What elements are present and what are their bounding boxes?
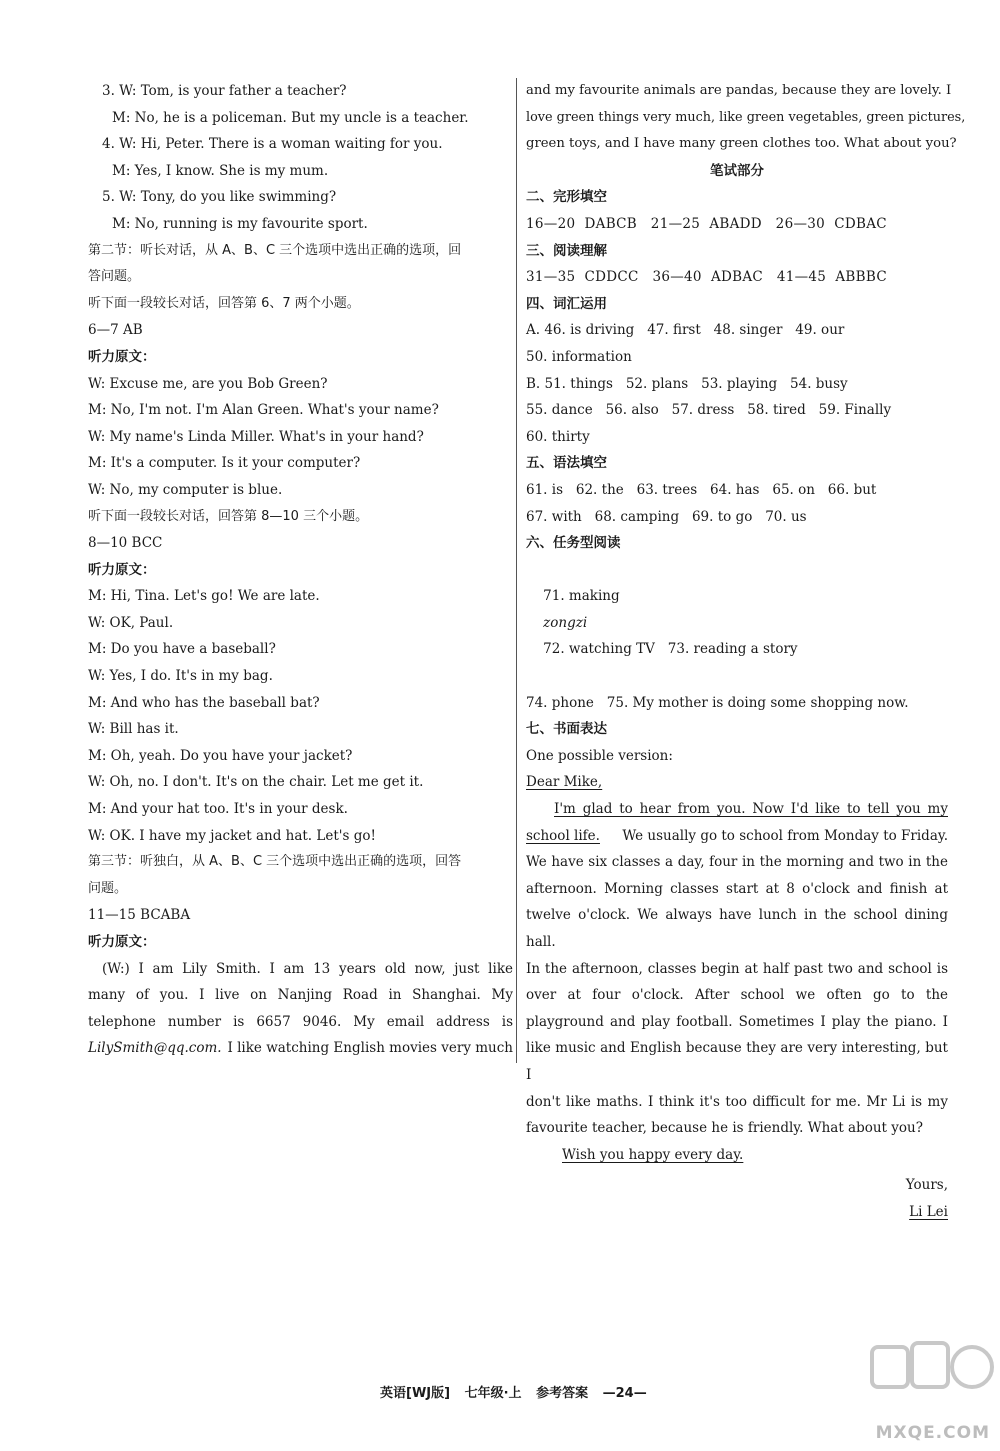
monologue-line: (W:) I am Lily Smith. I am 13 years old now, just like — [102, 960, 513, 977]
dialogue-line: M: It's a computer. Is it your computer? — [88, 455, 361, 472]
section-instruction: 第三节：听独白，从 A、B、C 三个选项中选出正确的选项，回答 — [88, 854, 462, 870]
dialogue-line: M: And who has the baseball bat? — [88, 694, 320, 711]
answer-key: B. 51. things 52. plans 53. playing 54. busy — [526, 375, 848, 392]
letter-greeting: Dear Mike, — [526, 774, 603, 791]
transcript-heading: 听力原文： — [88, 561, 156, 578]
essay-underlined: school life. — [526, 827, 600, 844]
monologue-text: I like watching English movies very much — [227, 1040, 513, 1057]
dialogue-line: M: Do you have a baseball? — [88, 641, 276, 658]
section-heading: 二、完形填空 — [526, 189, 607, 206]
section-instruction: 听下面一段较长对话，回答第 8—10 三个小题。 — [88, 508, 369, 524]
transcript-heading: 听力原文： — [88, 348, 156, 365]
section-instruction: 听下面一段较长对话，回答第 6、7 两个小题。 — [88, 295, 360, 311]
answer-key: 74. phone 75. My mother is doing some shopping now. — [526, 694, 909, 711]
letter-signoff: Yours, — [905, 1177, 948, 1194]
answer-line: 3. W: Tom, is your father a teacher? — [102, 83, 347, 99]
dialogue-line: W: OK. I have my jacket and hat. Let's go! — [88, 827, 376, 844]
answer-71-italic: zongzi — [543, 614, 588, 631]
monologue-line: many of you. I live on Nanjing Road in Shanghai. My — [88, 987, 513, 1004]
monologue-line: telephone number is 6657 9046. My email address is — [88, 1013, 513, 1030]
essay-line: We have six classes a day, four in the morning and two in the — [526, 854, 948, 871]
section-heading: 七、书面表达 — [526, 721, 607, 738]
answer-71-text: 71. making — [543, 588, 620, 605]
page-number: —24— — [602, 1386, 647, 1401]
answer-key: 11—15 BCABA — [88, 907, 191, 924]
dialogue-line: M: No, I'm not. I'm Alan Green. What's your name? — [88, 402, 439, 419]
essay-line: In the afternoon, classes begin at half past two and school is — [526, 960, 948, 977]
monologue-line: love green things very much, like green vegetables, green pictures, — [526, 109, 966, 125]
monologue-line: green toys, and I have many green clothes too. What about you? — [526, 136, 957, 152]
section-heading: 四、词汇运用 — [526, 295, 607, 312]
answer-line: 4. W: Hi, Peter. There is a woman waiting for you. — [102, 136, 443, 153]
answer-key: 60. thirty — [526, 428, 590, 445]
answer-key: 31—35 CDDCC 36—40 ADBAC 41—45 ABBBC — [526, 269, 887, 286]
answer-key: 55. dance 56. also 57. dress 58. tired 59. Finally — [526, 402, 892, 419]
essay-line: over at four o'clock. After school we often go to the — [526, 987, 948, 1004]
signature-name: Li Lei — [909, 1203, 948, 1220]
section-heading: 三、阅读理解 — [526, 242, 607, 259]
essay-intro: One possible version: — [526, 747, 673, 764]
written-part-heading: 笔试部分 — [710, 162, 764, 179]
column-divider — [516, 78, 517, 1063]
essay-line: like music and English because they are very interesting, but I — [526, 1040, 948, 1083]
page-footer — [380, 1382, 680, 1401]
section-instruction: 问题。 — [88, 880, 128, 896]
section-heading: 五、语法填空 — [526, 455, 607, 472]
watermark-logo-icon — [868, 1329, 996, 1419]
monologue-line — [88, 1035, 513, 1062]
email-address: LilySmith@qq.com. — [88, 1040, 222, 1057]
transcript-heading: 听力原文： — [88, 934, 156, 950]
footer-grade: 七年级·上 — [464, 1386, 522, 1401]
dialogue-line: W: Yes, I do. It's in my bag. — [88, 668, 273, 685]
answer-line: M: Yes, I know. She is my mum. — [112, 162, 329, 179]
footer-subject: 英语[WJ版] — [380, 1386, 451, 1401]
essay-text: We usually go to school from Monday to Friday. — [622, 827, 948, 844]
dialogue-line: W: Excuse me, are you Bob Green? — [88, 375, 328, 392]
dialogue-line: M: Hi, Tina. Let's go! We are late. — [88, 588, 320, 605]
dialogue-line: M: Oh, yeah. Do you have your jacket? — [88, 747, 353, 764]
dialogue-line: W: Bill has it. — [88, 721, 179, 738]
answer-key — [526, 557, 948, 690]
answer-key: 16—20 DABCB 21—25 ABADD 26—30 CDBAC — [526, 215, 887, 232]
section-instruction: 第二节：听长对话，从 A、B、C 三个选项中选出正确的选项，回 — [88, 242, 462, 258]
dialogue-line: M: And your hat too. It's in your desk. — [88, 801, 348, 818]
answer-key: A. 46. is driving 47. first 48. singer 49. our — [526, 322, 845, 339]
answer-key: 8—10 BCC — [88, 535, 163, 552]
essay-line — [526, 823, 948, 850]
answer-line: 5. W: Tony, do you like swimming? — [102, 189, 337, 206]
section-heading: 六、任务型阅读 — [526, 535, 621, 552]
essay-line: twelve o'clock. We always have lunch in the school dining hall. — [526, 907, 948, 950]
essay-closing: Wish you happy every day. — [562, 1146, 744, 1163]
monologue-line: and my favourite animals are pandas, because they are lovely. I — [526, 83, 952, 98]
footer-label: 参考答案 — [536, 1386, 589, 1401]
essay-line: don't like maths. I think it's too difficult for me. Mr Li is my — [526, 1093, 948, 1110]
answer-line: M: No, running is my favourite sport. — [112, 215, 368, 232]
left-column — [88, 78, 513, 1062]
letter-signature — [526, 1199, 948, 1226]
answer-line: M: No, he is a policeman. But my uncle is a teacher. — [112, 109, 469, 126]
answer-key: 6—7 AB — [88, 322, 143, 339]
answer-key: 50. information — [526, 348, 632, 365]
dialogue-line: W: My name's Linda Miller. What's in your hand? — [88, 428, 424, 445]
essay-line: afternoon. Morning classes start at 8 o'clock and finish at — [526, 880, 948, 897]
essay-line: favourite teacher, because he is friendly. What about you? — [526, 1120, 923, 1137]
essay-line: I'm glad to hear from you. Now I'd like to tell you my — [554, 801, 948, 818]
watermark-url: MXQE.COM — [875, 1423, 990, 1443]
dialogue-line: W: No, my computer is blue. — [88, 481, 283, 498]
answer-key: 67. with 68. camping 69. to go 70. us — [526, 508, 807, 525]
dialogue-line: W: Oh, no. I don't. It's on the chair. Let me get it. — [88, 774, 424, 791]
answer-key: 61. is 62. the 63. trees 64. has 65. on 66. but — [526, 481, 877, 498]
essay-line: playground and play football. Sometimes I play the piano. I — [526, 1013, 948, 1030]
section-instruction: 答问题。 — [88, 269, 141, 285]
right-column — [526, 78, 966, 1226]
answer-72-73: 72. watching TV 73. reading a story — [543, 641, 798, 658]
dialogue-line: W: OK, Paul. — [88, 614, 174, 631]
watermark — [868, 1329, 996, 1449]
